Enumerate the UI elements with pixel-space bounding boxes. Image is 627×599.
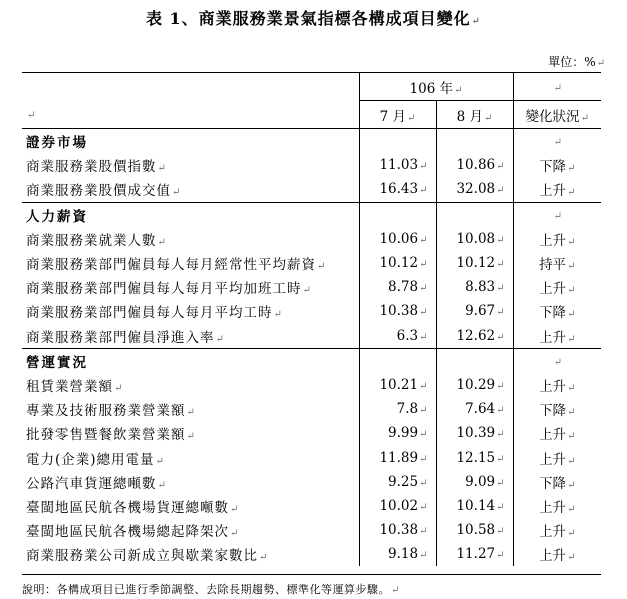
- table-row: [22, 518, 601, 542]
- change-status: 上升↵: [513, 542, 601, 566]
- august-value: 7.64↵: [436, 397, 513, 421]
- august-value: 32.08↵: [436, 177, 513, 202]
- row-label: 臺閩地區民航各機場貨運總噸數↵: [26, 499, 240, 516]
- august-value: 8.83↵: [436, 275, 513, 299]
- section-title: 營運實況: [22, 348, 359, 373]
- july-value: 9.18↵: [359, 542, 436, 566]
- change-status: 上升↵: [513, 373, 601, 397]
- table-row: [22, 397, 601, 421]
- change-status: 持平↵: [513, 251, 601, 275]
- table-row: [22, 153, 601, 177]
- row-label: 商業服務業部門僱員每人每月平均工時↵: [26, 305, 283, 322]
- july-value: 8.78↵: [359, 275, 436, 299]
- july-value: 16.43↵: [359, 177, 436, 202]
- july-value: 9.25↵: [359, 470, 436, 494]
- table-row: [22, 494, 601, 518]
- change-status: 上升↵: [513, 275, 601, 299]
- august-value: 10.29↵: [436, 373, 513, 397]
- row-label: 公路汽車貨運總噸數↵: [26, 475, 167, 492]
- change-status: 上升↵: [513, 421, 601, 445]
- row-label: 臺閩地區民航各機場總起降架次↵: [26, 524, 240, 541]
- august-value: 10.08↵: [436, 227, 513, 251]
- row-label: 批發零售暨餐飲業營業額↵: [26, 427, 196, 444]
- july-value: 11.03↵: [359, 153, 436, 177]
- header-change: 變化狀況↵: [513, 101, 601, 129]
- august-value: 10.86↵: [436, 153, 513, 177]
- section-title: 證券市場: [22, 129, 359, 154]
- row-label: 商業服務業股價指數↵: [26, 159, 167, 176]
- section-row: 營運實況 ↵: [22, 348, 601, 373]
- indicator-table: [22, 72, 601, 566]
- header-row-year: 106 年↵ ↵: [22, 73, 601, 101]
- july-value: 10.21↵: [359, 373, 436, 397]
- row-label: 商業服務業部門僱員每人每月經常性平均薪資↵: [26, 257, 327, 274]
- row-label: 商業服務業就業人數↵: [26, 232, 167, 249]
- july-value: 10.38↵: [359, 299, 436, 323]
- august-value: 9.09↵: [436, 470, 513, 494]
- august-value: 9.67↵: [436, 299, 513, 323]
- row-label: 租賃業營業額↵: [26, 378, 124, 395]
- change-status: 上升↵: [513, 445, 601, 469]
- table-row: [22, 299, 601, 323]
- table-row: [22, 445, 601, 469]
- change-status: 上升↵: [513, 177, 601, 202]
- august-value: 10.12↵: [436, 251, 513, 275]
- table-row: [22, 227, 601, 251]
- table-row: [22, 177, 601, 202]
- change-status: 下降↵: [513, 299, 601, 323]
- july-value: 11.89↵: [359, 445, 436, 469]
- row-label: 商業服務業部門僱員淨進入率↵: [26, 329, 225, 346]
- change-status: 下降↵: [513, 397, 601, 421]
- change-status: 上升↵: [513, 494, 601, 518]
- table-row: [22, 324, 601, 349]
- table-row: [22, 421, 601, 445]
- august-value: 10.39↵: [436, 421, 513, 445]
- change-status: 下降↵: [513, 153, 601, 177]
- july-value: 10.38↵: [359, 518, 436, 542]
- section-row: 人力薪資 ↵: [22, 202, 601, 227]
- row-label: 商業服務業股價成交值↵: [26, 183, 182, 200]
- august-value: 10.14↵: [436, 494, 513, 518]
- change-status: 上升↵: [513, 227, 601, 251]
- footnote: 說明：各構成項目已進行季節調整、去除長期趨勢、標準化等運算步驟。↵: [22, 583, 400, 596]
- row-label: 商業服務業公司新成立與歇業家數比↵: [26, 548, 269, 565]
- unit-label: 單位：%↵: [548, 55, 605, 69]
- july-value: 10.06↵: [359, 227, 436, 251]
- july-value: 7.8↵: [359, 397, 436, 421]
- july-value: 10.12↵: [359, 251, 436, 275]
- header-july: 7 月↵: [359, 101, 436, 129]
- header-row-months: ↵ 7 月↵ 8 月↵ 變化狀況↵: [22, 101, 601, 129]
- table-row: [22, 373, 601, 397]
- row-label: 電力(企業)總用電量↵: [26, 451, 165, 468]
- section-row: 證券市場 ↵: [22, 129, 601, 154]
- august-value: 10.58↵: [436, 518, 513, 542]
- table-row: [22, 542, 601, 566]
- header-august: 8 月↵: [436, 101, 513, 129]
- table-row: [22, 275, 601, 299]
- july-value: 6.3↵: [359, 324, 436, 349]
- august-value: 12.62↵: [436, 324, 513, 349]
- change-status: 下降↵: [513, 470, 601, 494]
- august-value: 11.27↵: [436, 542, 513, 566]
- table-title: 表 1、商業服務業景氣指標各構成項目變化↵: [145, 9, 482, 28]
- change-status: 上升↵: [513, 324, 601, 349]
- july-value: 10.02↵: [359, 494, 436, 518]
- august-value: 12.15↵: [436, 445, 513, 469]
- header-year: 106 年↵: [359, 73, 513, 101]
- change-status: 上升↵: [513, 518, 601, 542]
- table-row: [22, 470, 601, 494]
- row-label: 專業及技術服務業營業額↵: [26, 403, 196, 420]
- row-label: 商業服務業部門僱員每人每月平均加班工時↵: [26, 281, 312, 298]
- section-title: 人力薪資: [22, 202, 359, 227]
- table-bottom-border: [22, 574, 601, 575]
- july-value: 9.99↵: [359, 421, 436, 445]
- table-row: [22, 251, 601, 275]
